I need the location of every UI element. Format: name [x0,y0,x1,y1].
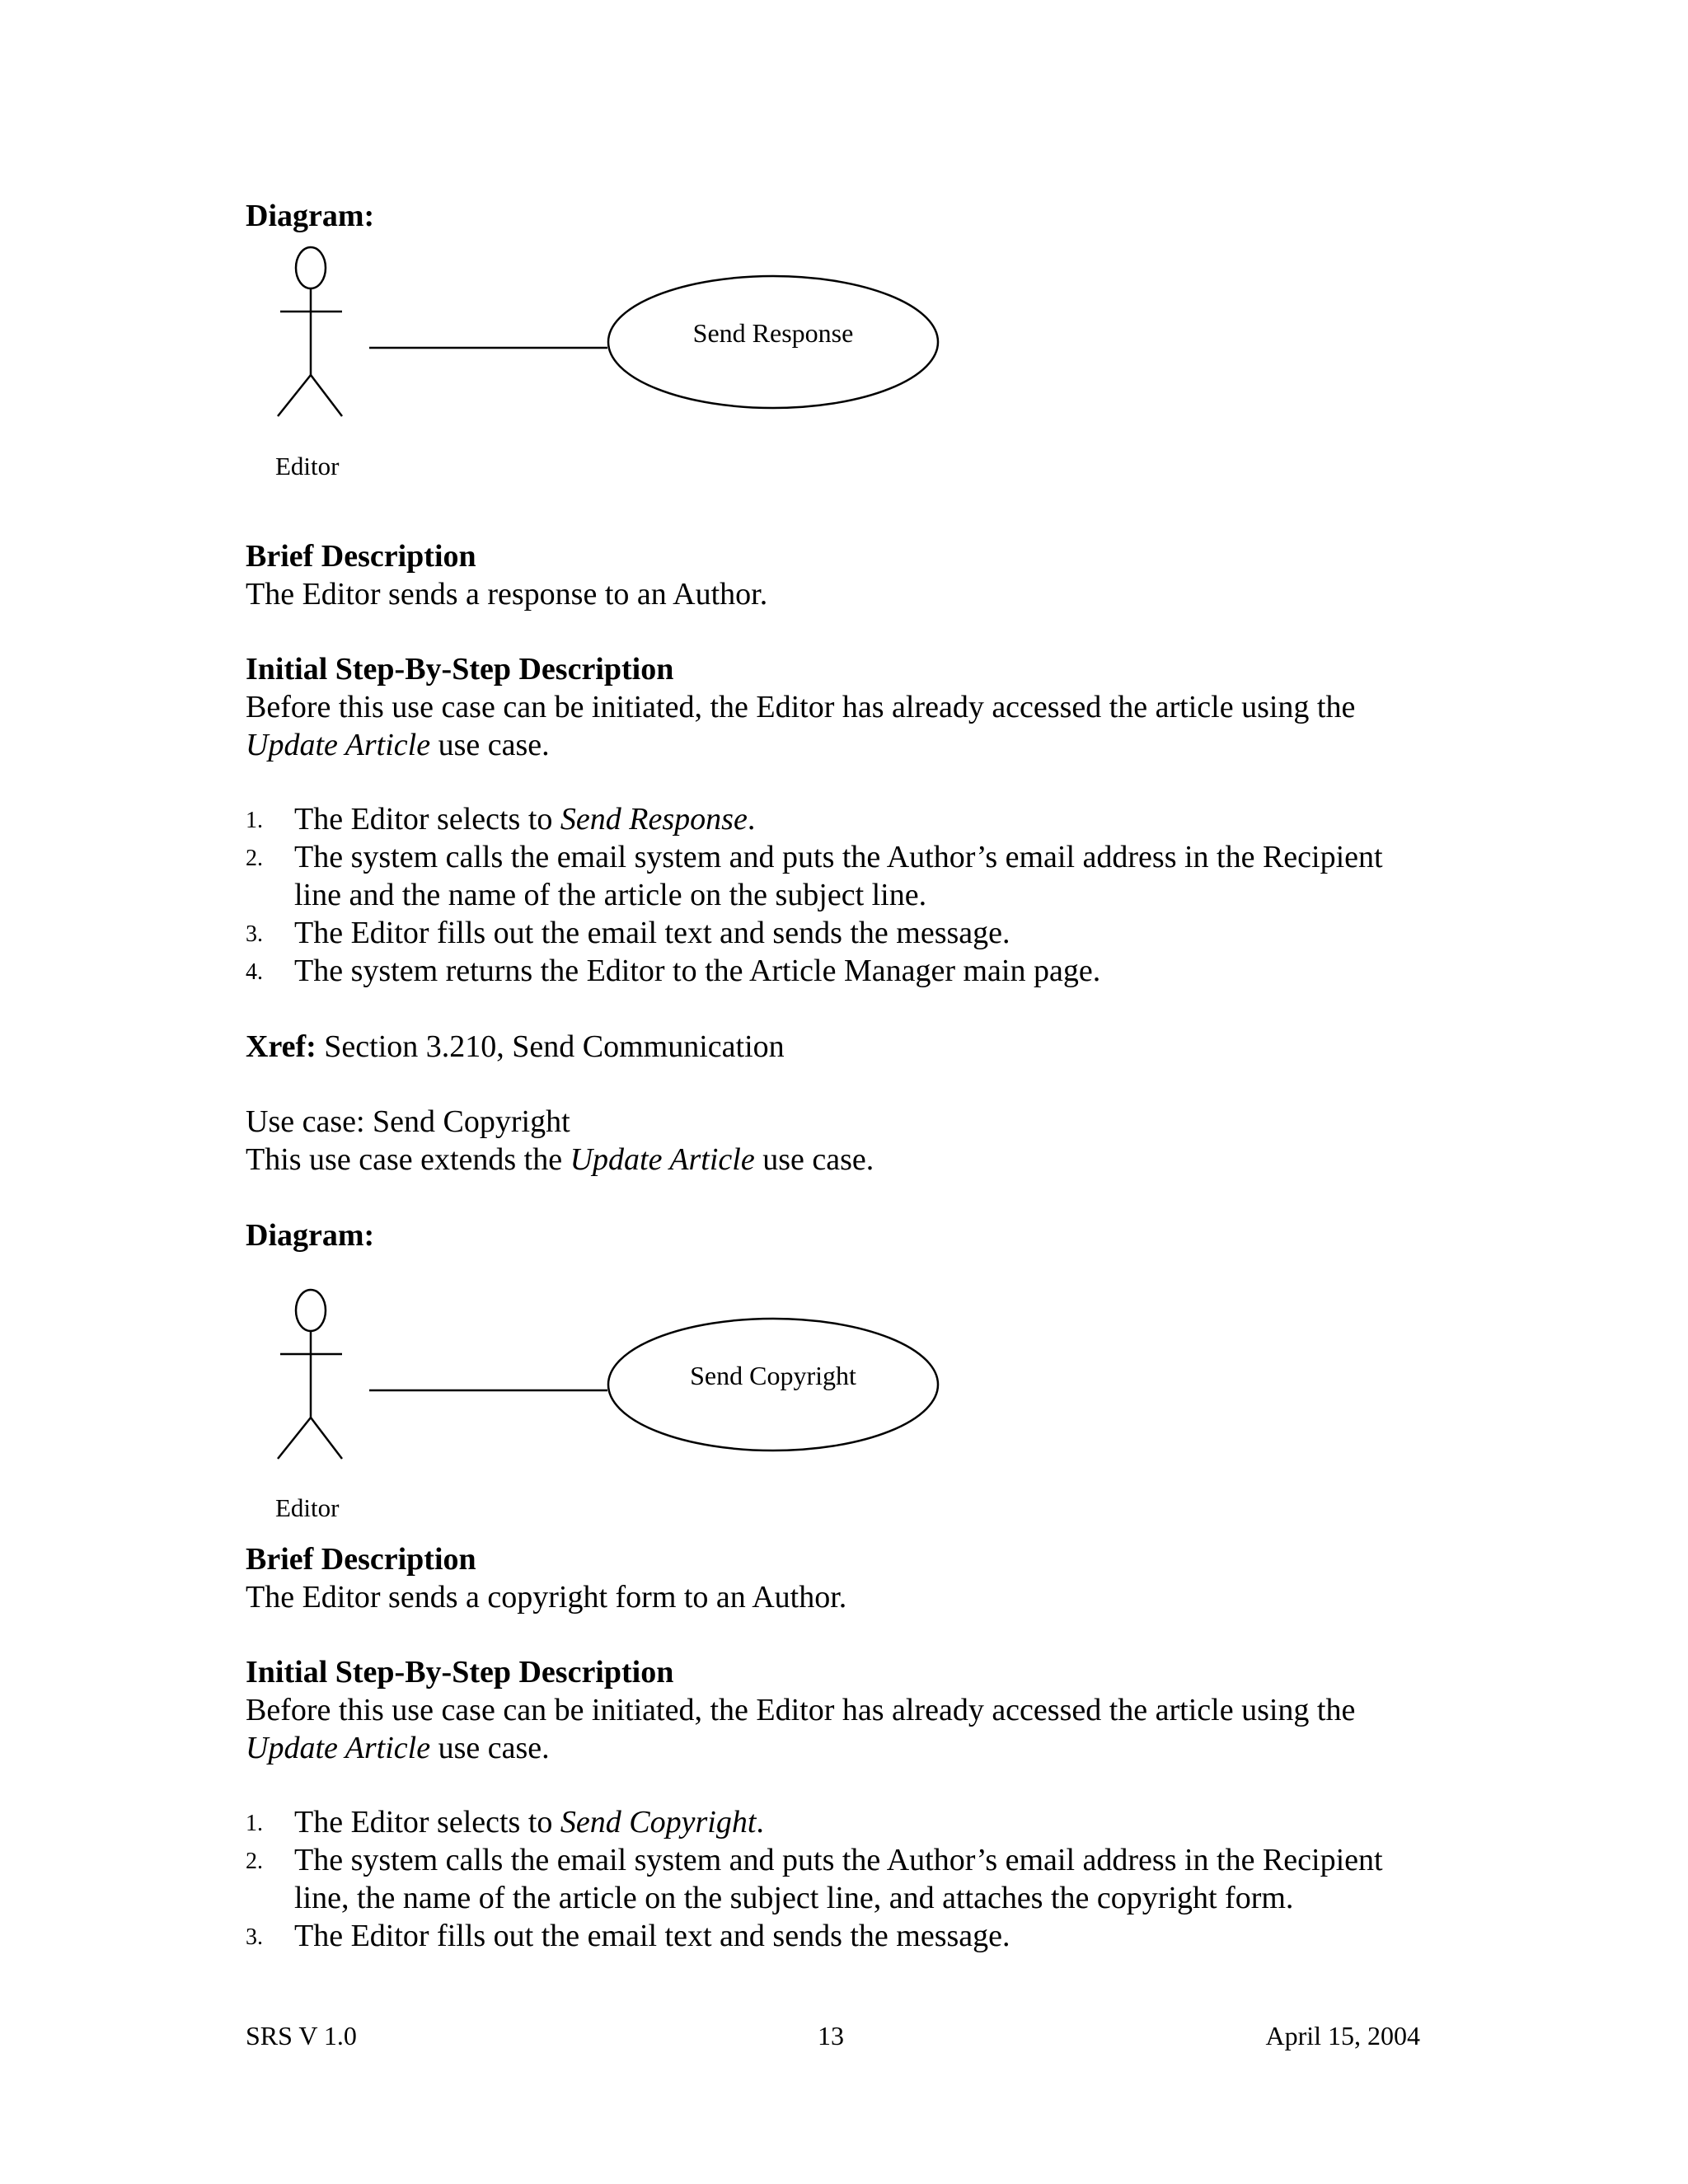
list-item: The system returns the Editor to the Article Manager main page. [294,954,1101,988]
use-case-diagram-send-copyright [247,1282,989,1554]
step-intro-line: Before this use case can be initiated, the Editor has already accessed the article using the [246,1693,1356,1727]
step-intro-line-2: Update Article use case. [246,1731,550,1765]
list-item: The Editor selects to Send Response. [294,802,756,837]
footer-date: April 15, 2004 [1265,2021,1420,2050]
use-case-title: Use case: Send Copyright [246,1104,570,1139]
list-number: 2. [246,1849,263,1874]
list-number: 3. [246,921,263,947]
list-item: The Editor fills out the email text and sends the message. [294,1919,1010,1953]
brief-description-text: The Editor sends a copyright form to an Author. [246,1580,847,1615]
list-number: 1. [246,1811,263,1836]
brief-description-heading: Brief Description [246,539,476,574]
list-number: 2. [246,846,263,871]
brief-description-heading: Brief Description [246,1542,476,1577]
list-item: The system calls the email system and puts the Author’s email address in the Recipient [294,1843,1383,1877]
xref-label: Xref: [246,1029,316,1064]
step-description-heading: Initial Step-By-Step Description [246,652,674,687]
list-item: The system calls the email system and puts the Author’s email address in the Recipient [294,840,1383,874]
list-number: 3. [246,1924,263,1950]
actor-stick-figure-icon [278,247,342,416]
actor-label: Editor [275,1493,340,1522]
actor-label: Editor [275,452,340,480]
step-description-heading: Initial Step-By-Step Description [246,1655,674,1690]
list-item: The Editor selects to Send Copyright. [294,1805,764,1840]
list-item-continuation: line, the name of the article on the subject line, and attaches the copyright form. [294,1881,1294,1915]
update-article-ref: Update Article [246,728,431,762]
list-number: 1. [246,808,263,833]
step-intro-line: Before this use case can be initiated, the Editor has already accessed the article using the [246,690,1356,724]
use-case-label: Send Copyright [690,1361,856,1390]
list-item: The Editor fills out the email text and sends the message. [294,916,1010,950]
actor-stick-figure-icon [278,1290,342,1459]
update-article-ref: Update Article [246,1731,431,1765]
list-number: 4. [246,959,263,985]
diagram-heading: Diagram: [246,1218,375,1253]
brief-description-text: The Editor sends a response to an Author. [246,577,768,612]
extends-line: This use case extends the Update Article use case. [246,1142,874,1177]
xref-line: Xref: Section 3.210, Send Communication [246,1029,785,1064]
list-item-continuation: line and the name of the article on the subject line. [294,878,927,912]
footer-page-number: 13 [818,2021,844,2050]
use-case-label: Send Response [692,318,854,348]
use-case-diagram-send-response [247,239,989,511]
step-intro-line-2: Update Article use case. [246,728,550,762]
footer-version: SRS V 1.0 [246,2021,357,2050]
diagram-heading: Diagram: [246,199,375,233]
